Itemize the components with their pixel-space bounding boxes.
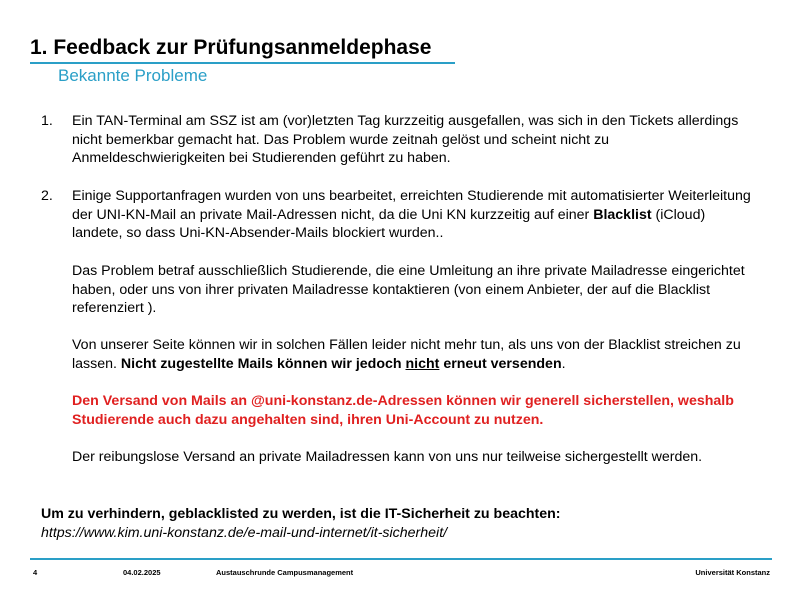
item-1-number: 1. (41, 113, 53, 129)
security-note-heading: Um zu verhindern, geblacklisted zu werden, ist die IT-Sicherheit zu beachten: (41, 506, 561, 522)
footer-rule (30, 558, 772, 560)
security-link[interactable]: https://www.kim.uni-konstanz.de/e-mail-und-internet/it-sicherheit/ (41, 524, 448, 541)
item-2-number: 2. (41, 188, 53, 204)
blacklist-term: Blacklist (593, 206, 652, 223)
item-2-paragraph-5: Der reibungslose Versand an private Mailadressen kann von uns nur teilweise sichergestellt werden. (72, 449, 703, 465)
page-subtitle: Bekannte Probleme (58, 66, 208, 85)
item-2-paragraph-2: Das Problem betraf ausschließlich Studierende, die eine Umleitung an ihre private Mailadresse eingerichtet haben, oder uns von ihrer privaten Mailadresse kontaktieren (von einem Anbieter, der auf die Blacklist referenziert ). (72, 263, 745, 317)
item-2-text-before: Einige Supportanfragen wurden von uns bearbeitet, erreichten Studierende mit automatisierter Weiterleitung der UNI-KN-Mail an private Mail-Adressen nicht, da die Uni KN kurzzeitig auf einer (72, 188, 751, 223)
paragraph-3-underlined: nicht (405, 355, 440, 372)
footer-organization: Universität Konstanz (695, 568, 770, 577)
item-1-text: Ein TAN-Terminal am SSZ ist am (vor)letzten Tag kurzzeitig ausgefallen, was sich in den Tickets allerdings nicht bemerkbar gemacht hat. Das Problem wurde zeitnah gelöst und scheint nicht zu Anmeldeschwierigkeiten bei Studierenden geführt zu haben. (72, 113, 739, 167)
item-2-paragraph-4-red: Den Versand von Mails an @uni-konstanz.de-Adressen können wir generell sicherstellen, weshalb Studierende auch dazu angehalten sind, ihren Uni-Account zu nutzen. (72, 393, 734, 428)
page-title: 1. Feedback zur Prüfungsanmeldephase (30, 36, 432, 59)
item-2-text-after: (iCloud) landete, so dass Uni-KN-Absender-Mails blockiert wurden.. (72, 206, 706, 242)
item-2-paragraph-1 (72, 187, 752, 243)
item-2-paragraph-3 (72, 336, 752, 373)
footer-date: 04.02.2025 (123, 568, 161, 577)
security-note (41, 505, 761, 542)
paragraph-3-plain: Von unserer Seite können wir in solchen Fällen leider nicht mehr tun, als uns von der Blacklist streichen zu lassen. (72, 337, 741, 372)
footer-event: Austauschrunde Campusmanagement (216, 568, 354, 577)
paragraph-3-end: . (561, 355, 566, 372)
title-underline (30, 62, 455, 64)
paragraph-3-bold: Nicht zugestellte Mails können wir jedoch (120, 355, 406, 372)
footer-page-number: 4 (33, 568, 38, 577)
paragraph-3-bold-end: erneut versenden (439, 355, 562, 372)
